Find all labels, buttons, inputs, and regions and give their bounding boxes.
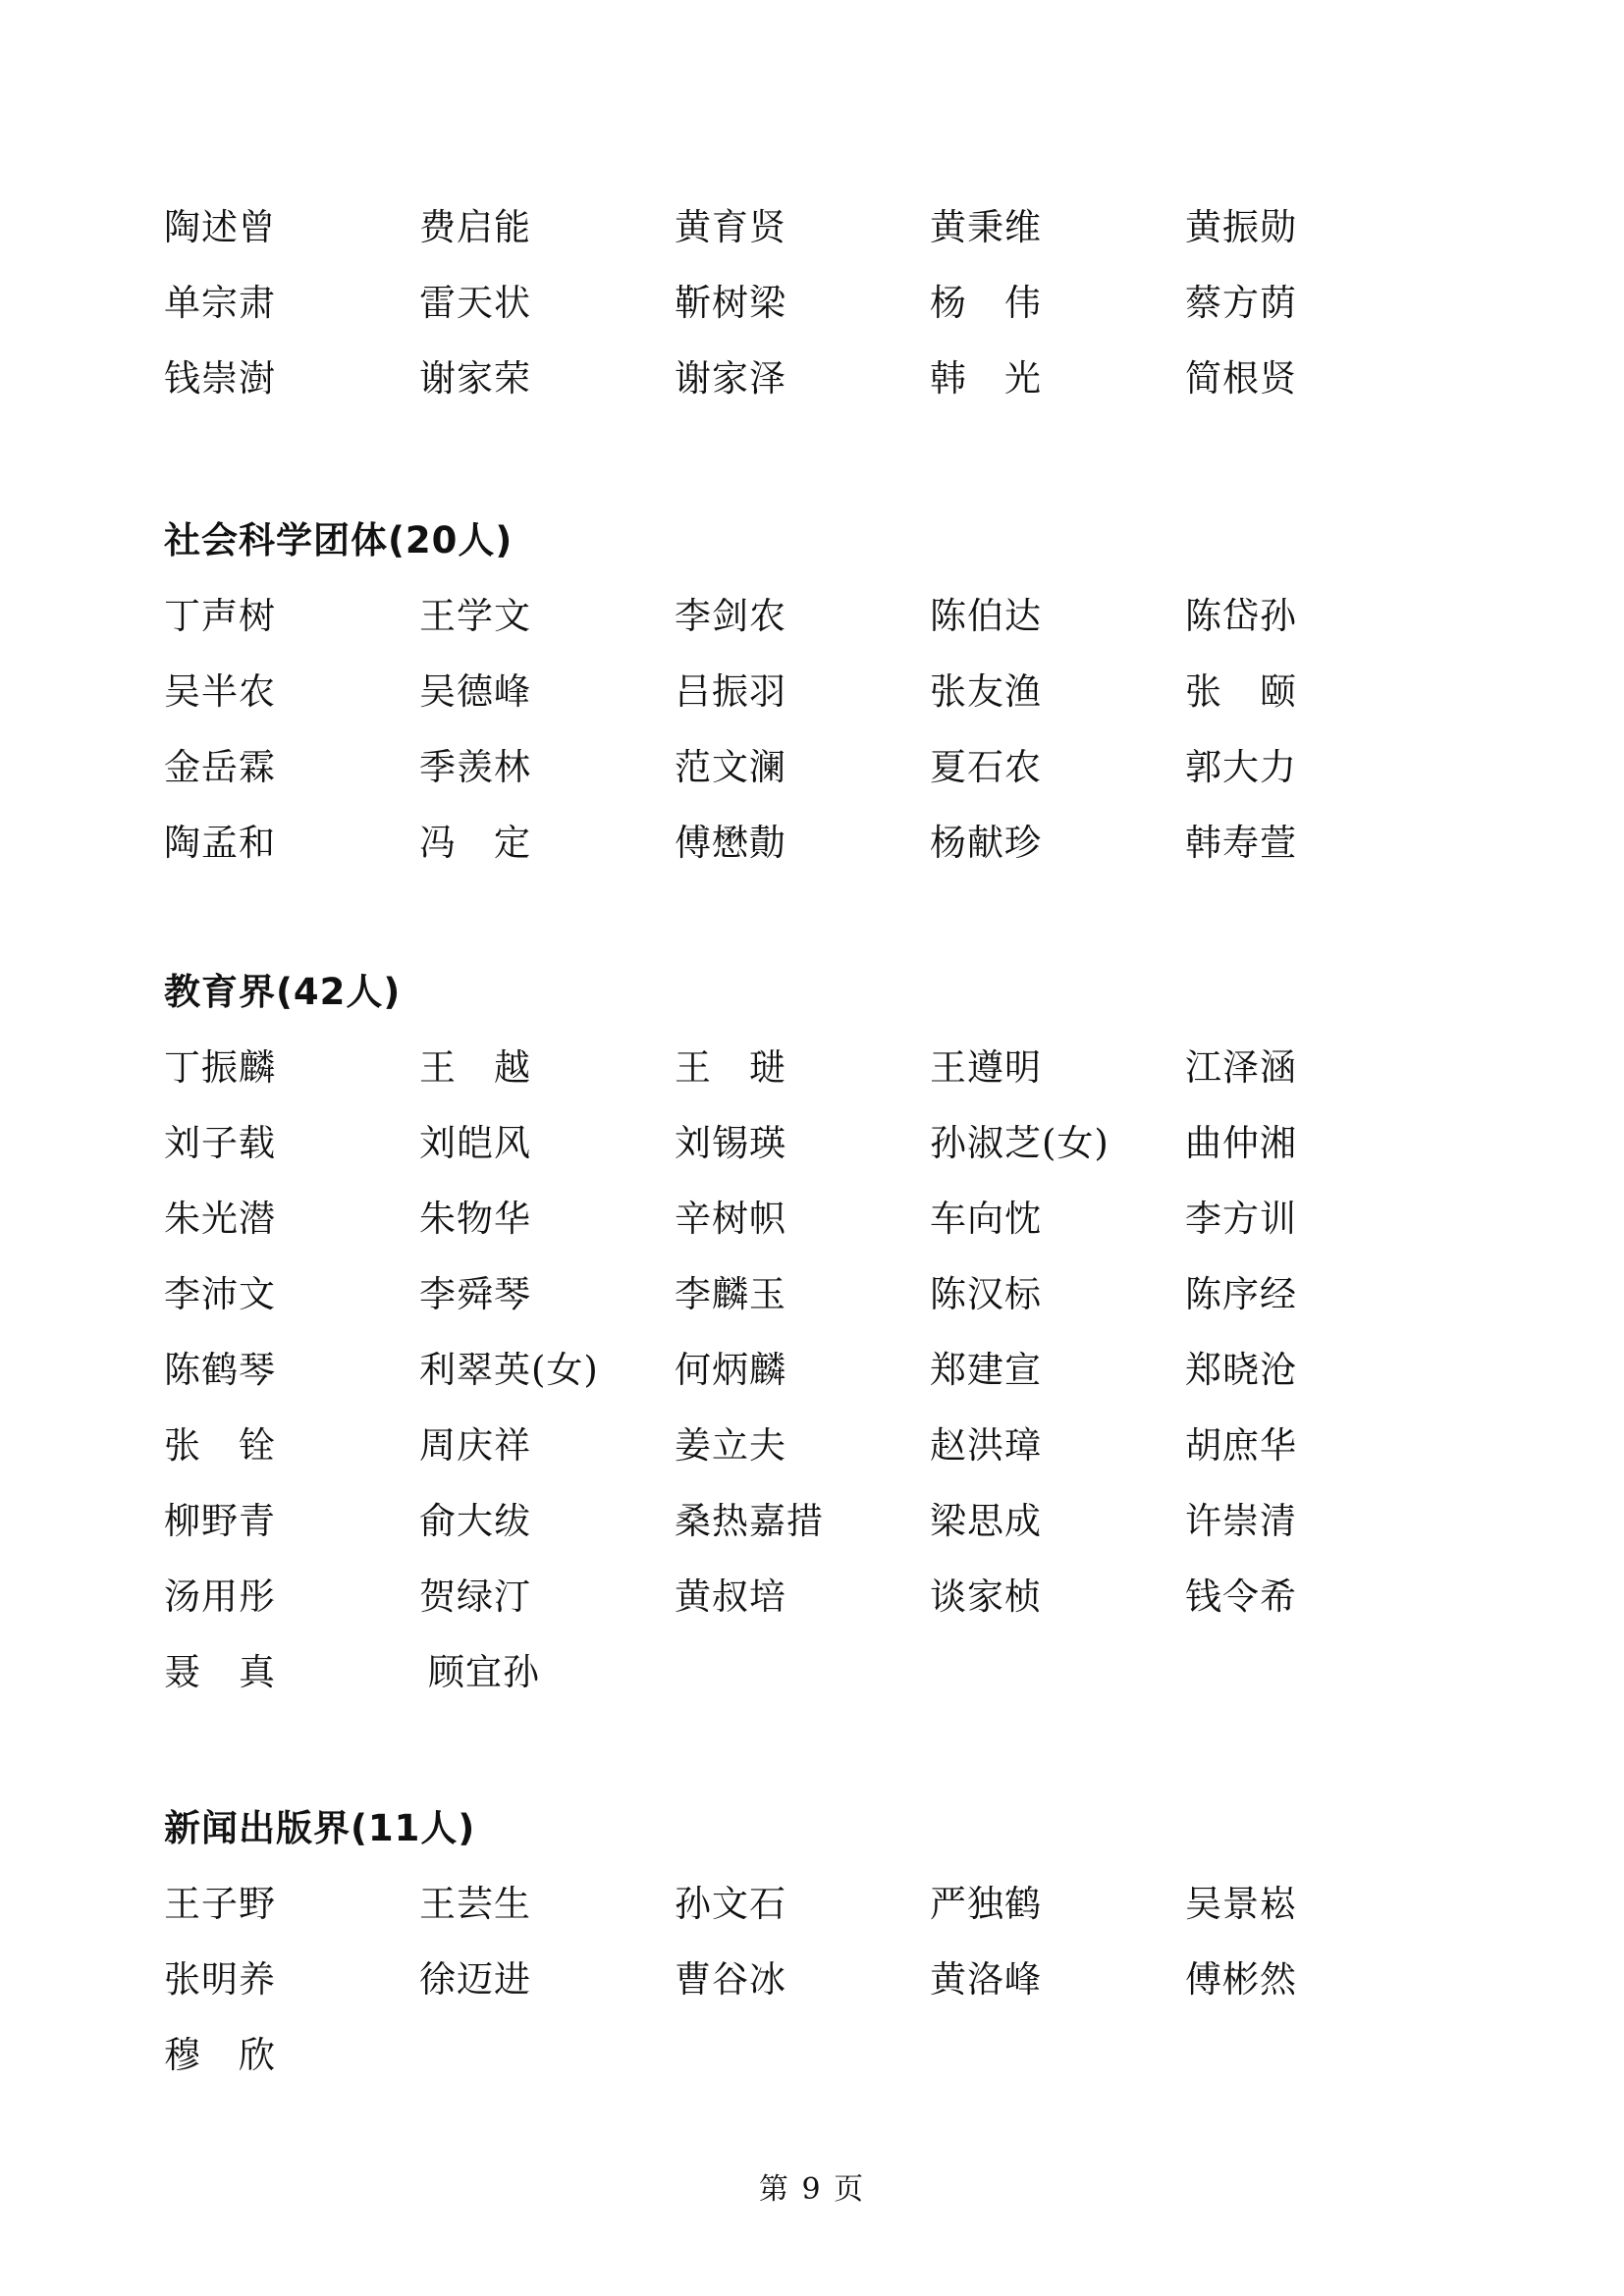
- section-press-publishing: [164, 1809, 1440, 2075]
- member-name: 范文澜: [675, 746, 786, 788]
- member-name: 傅懋勣: [675, 822, 786, 864]
- member-name: 姜立夫: [675, 1424, 786, 1467]
- member-name: 张明养: [164, 1958, 276, 2001]
- member-name: 周庆祥: [419, 1424, 531, 1467]
- member-name: 孙淑芝(女): [930, 1122, 1110, 1164]
- member-name: 张友渔: [930, 670, 1042, 713]
- name-row: [164, 2036, 1440, 2075]
- member-name: 胡庶华: [1185, 1424, 1297, 1467]
- member-name: 陈岱孙: [1185, 595, 1297, 637]
- name-row: [164, 1200, 1440, 1239]
- name-row: [164, 1502, 1440, 1541]
- member-name: 吕振羽: [675, 670, 786, 713]
- name-row: [164, 1351, 1440, 1390]
- name-row: [164, 359, 1440, 399]
- member-name: 李沛文: [164, 1273, 276, 1315]
- name-row: [164, 1426, 1440, 1466]
- member-name: 王 琎: [675, 1046, 786, 1089]
- member-name: 李舜琴: [419, 1273, 531, 1315]
- member-name: 谢家泽: [675, 357, 786, 400]
- member-name: 吴德峰: [419, 670, 531, 713]
- member-name: 夏石农: [930, 746, 1042, 788]
- member-name: 陈伯达: [930, 595, 1042, 637]
- name-row: [164, 1960, 1440, 2000]
- member-name: 杨 伟: [930, 282, 1042, 324]
- member-name: 丁振麟: [164, 1046, 276, 1089]
- name-row: [164, 748, 1440, 787]
- name-row: [164, 1653, 1440, 1692]
- name-row: [164, 284, 1440, 323]
- member-name: 赵洪璋: [930, 1424, 1042, 1467]
- member-name: 单宗肃: [164, 282, 276, 324]
- member-name: 张 颐: [1185, 670, 1297, 713]
- member-name: 刘子载: [164, 1122, 276, 1164]
- member-name: 利翠英(女): [419, 1349, 599, 1391]
- page-number: 第 9 页: [758, 2172, 866, 2207]
- section-education: [164, 973, 1440, 1692]
- member-name: 靳树梁: [675, 282, 786, 324]
- member-name: 陈鹤琴: [164, 1349, 276, 1391]
- name-row: [164, 1275, 1440, 1314]
- member-name: 何炳麟: [675, 1349, 786, 1391]
- member-name: 谢家荣: [419, 357, 531, 400]
- member-name: 李麟玉: [675, 1273, 786, 1315]
- member-name: 丁声树: [164, 595, 276, 637]
- member-name: 傅彬然: [1185, 1958, 1297, 2001]
- member-name: 韩 光: [930, 357, 1042, 400]
- member-name: 钱崇澍: [164, 357, 276, 400]
- member-name: 简根贤: [1185, 357, 1297, 400]
- member-name: 李方训: [1185, 1198, 1297, 1240]
- member-name: 曹谷冰: [675, 1958, 786, 2001]
- member-name: 郭大力: [1185, 746, 1297, 788]
- member-name: 王遵明: [930, 1046, 1042, 1089]
- member-name: 车向忱: [930, 1198, 1042, 1240]
- section-continued-list: [164, 208, 1440, 399]
- member-name: 严独鹤: [930, 1883, 1042, 1925]
- member-name: 季羡林: [419, 746, 531, 788]
- member-name: 蔡方荫: [1185, 282, 1297, 324]
- member-name: 曲仲湘: [1185, 1122, 1297, 1164]
- member-name: 黄育贤: [675, 206, 786, 248]
- name-row: [164, 1048, 1440, 1088]
- section-heading: 教育界(42人): [164, 971, 402, 1013]
- member-name: 刘皑风: [419, 1122, 531, 1164]
- member-name: 俞大绂: [419, 1500, 531, 1542]
- name-row: [164, 824, 1440, 863]
- name-row: [164, 1885, 1440, 1924]
- member-name: 王学文: [419, 595, 531, 637]
- member-name: 王芸生: [419, 1883, 531, 1925]
- member-name: 朱光潜: [164, 1198, 276, 1240]
- member-name: 梁思成: [930, 1500, 1042, 1542]
- member-name: 王 越: [419, 1046, 531, 1089]
- member-name: 柳野青: [164, 1500, 276, 1542]
- section-social-science-groups: [164, 521, 1440, 863]
- member-name: 陶述曾: [164, 206, 276, 248]
- member-name: 韩寿萱: [1185, 822, 1297, 864]
- member-name: 刘锡瑛: [675, 1122, 786, 1164]
- member-name: 冯 定: [419, 822, 531, 864]
- member-name: 许崇清: [1185, 1500, 1297, 1542]
- member-name: 雷天状: [419, 282, 531, 324]
- section-heading: 社会科学团体(20人): [164, 519, 514, 561]
- name-row: [164, 597, 1440, 636]
- member-name: 穆 欣: [164, 2034, 276, 2076]
- name-row: [164, 208, 1440, 247]
- name-row: [164, 1577, 1440, 1617]
- member-name: 桑热嘉措: [675, 1500, 824, 1542]
- member-name: 李剑农: [675, 595, 786, 637]
- member-name: 吴景崧: [1185, 1883, 1297, 1925]
- member-name: 黄振勋: [1185, 206, 1297, 248]
- name-row: [164, 672, 1440, 712]
- member-name: 顾宜孙: [428, 1651, 540, 1693]
- member-name: 金岳霖: [164, 746, 276, 788]
- member-name: 徐迈进: [419, 1958, 531, 2001]
- member-name: 黄秉维: [930, 206, 1042, 248]
- member-name: 汤用彤: [164, 1575, 276, 1618]
- section-heading: 新闻出版界(11人): [164, 1807, 476, 1849]
- member-name: 江泽涵: [1185, 1046, 1297, 1089]
- member-name: 孙文石: [675, 1883, 786, 1925]
- member-name: 郑建宣: [930, 1349, 1042, 1391]
- member-name: 张 铨: [164, 1424, 276, 1467]
- member-name: 贺绿汀: [419, 1575, 531, 1618]
- name-row: [164, 1124, 1440, 1163]
- member-name: 黄叔培: [675, 1575, 786, 1618]
- member-name: 陶孟和: [164, 822, 276, 864]
- member-name: 朱物华: [419, 1198, 531, 1240]
- member-name: 杨献珍: [930, 822, 1042, 864]
- member-name: 郑晓沧: [1185, 1349, 1297, 1391]
- member-name: 聂 真: [164, 1651, 276, 1693]
- member-name: 钱令希: [1185, 1575, 1297, 1618]
- member-name: 陈汉标: [930, 1273, 1042, 1315]
- member-name: 费启能: [419, 206, 531, 248]
- member-name: 王子野: [164, 1883, 276, 1925]
- member-name: 黄洛峰: [930, 1958, 1042, 2001]
- member-name: 陈序经: [1185, 1273, 1297, 1315]
- member-name: 谈家桢: [930, 1575, 1042, 1618]
- member-name: 吴半农: [164, 670, 276, 713]
- member-name: 辛树帜: [675, 1198, 786, 1240]
